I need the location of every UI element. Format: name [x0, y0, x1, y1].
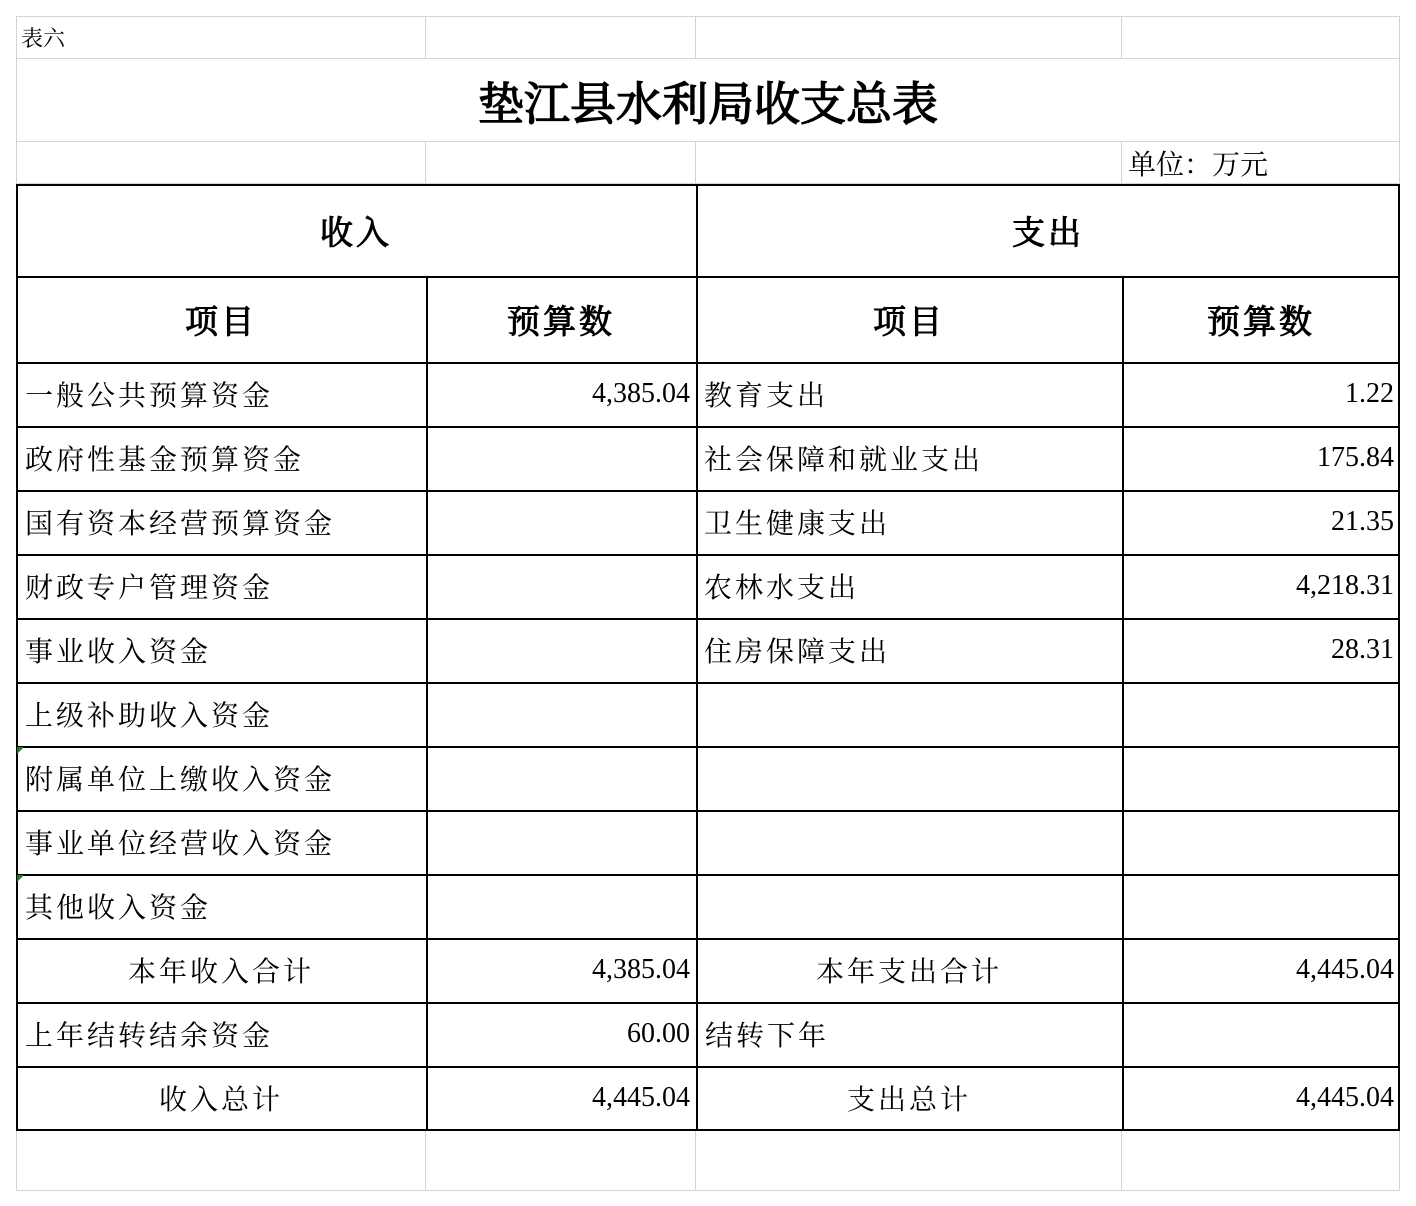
- border-line: [16, 746, 1400, 748]
- income-item: 事业单位经营收入资金: [25, 827, 336, 860]
- income-item: 财政专户管理资金: [25, 571, 274, 604]
- expense-value: [1122, 874, 1400, 938]
- border-line: [16, 362, 1400, 364]
- expense-value: [1122, 810, 1400, 874]
- income-carryover-value: 60.00: [627, 1018, 690, 1049]
- border-line: [16, 618, 1400, 620]
- border-line: [16, 874, 1400, 876]
- income-total-value: 4,445.04: [592, 1082, 690, 1113]
- spreadsheet: [16, 16, 1400, 1191]
- income-subtotal-label: 本年收入合计: [127, 955, 314, 988]
- border-line: [16, 490, 1400, 492]
- expense-total-label: 支出总计: [846, 1083, 971, 1116]
- income-item: 上级补助收入资金: [25, 699, 274, 732]
- border-line: [16, 184, 18, 1131]
- income-value: [426, 810, 696, 874]
- expense-total-value: 4,445.04: [1296, 1082, 1394, 1113]
- border-line: [16, 938, 1400, 940]
- border-line: [16, 426, 1400, 428]
- comment-marker: [17, 747, 24, 754]
- income-item: 附属单位上缴收入资金: [25, 763, 336, 796]
- border-line: [16, 554, 1400, 556]
- income-item-column-header: 项目: [185, 301, 257, 341]
- expense-value: [1122, 746, 1400, 810]
- expense-item: 教育支出: [704, 379, 829, 412]
- border-line: [16, 1066, 1400, 1068]
- income-value: 4,385.04: [592, 378, 690, 409]
- border-line: [696, 184, 698, 1131]
- expense-value: 28.31: [1331, 634, 1394, 665]
- income-value: [426, 490, 696, 554]
- expense-carryover-value: [1122, 1002, 1400, 1066]
- income-value: [426, 682, 696, 746]
- border-line: [16, 1002, 1400, 1004]
- border-line: [16, 1129, 1400, 1131]
- expense-item: [696, 810, 1122, 874]
- expense-value: 175.84: [1317, 442, 1394, 473]
- expense-budget-column-header: 预算数: [1207, 301, 1315, 341]
- unit-label: 单位：万元: [1128, 148, 1269, 181]
- border-line: [426, 276, 428, 1131]
- border-line: [1398, 184, 1400, 1131]
- border-line: [16, 184, 1400, 186]
- border-line: [16, 682, 1400, 684]
- income-subtotal-value: 4,385.04: [592, 954, 690, 985]
- expense-item: 社会保障和就业支出: [704, 443, 984, 476]
- expense-subtotal-label: 本年支出合计: [815, 955, 1002, 988]
- border-line: [16, 276, 1400, 278]
- border-line: [1122, 276, 1124, 1131]
- sheet-label: 表六: [21, 27, 66, 52]
- expense-item: [696, 874, 1122, 938]
- expense-carryover-label: 结转下年: [705, 1019, 830, 1052]
- expense-item: 农林水支出: [704, 571, 860, 604]
- income-item: 政府性基金预算资金: [25, 443, 305, 476]
- income-carryover-label: 上年结转结余资金: [25, 1019, 274, 1052]
- expense-value: 21.35: [1331, 506, 1394, 537]
- income-value: [426, 426, 696, 490]
- income-item: 其他收入资金: [25, 891, 212, 924]
- income-value: [426, 618, 696, 682]
- expense-subtotal-value: 4,445.04: [1296, 954, 1394, 985]
- income-item: 一般公共预算资金: [25, 379, 274, 412]
- expense-item: 卫生健康支出: [704, 507, 891, 540]
- income-section-header: 收入: [320, 212, 392, 252]
- expense-value: [1122, 682, 1400, 746]
- income-item: 事业收入资金: [25, 635, 212, 668]
- comment-marker: [17, 875, 24, 882]
- income-value: [426, 746, 696, 810]
- expense-value: 4,218.31: [1296, 570, 1394, 601]
- page-title: 垫江县水利局收支总表: [478, 76, 938, 131]
- expense-item: [696, 682, 1122, 746]
- income-value: [426, 554, 696, 618]
- expense-item: [696, 746, 1122, 810]
- income-total-label: 收入总计: [158, 1083, 283, 1116]
- expense-value: 1.22: [1345, 378, 1394, 409]
- income-value: [426, 874, 696, 938]
- expense-item: 住房保障支出: [704, 635, 891, 668]
- expense-section-header: 支出: [1012, 212, 1084, 252]
- border-line: [16, 810, 1400, 812]
- expense-item-column-header: 项目: [873, 301, 945, 341]
- income-item: 国有资本经营预算资金: [25, 507, 336, 540]
- income-budget-column-header: 预算数: [507, 301, 615, 341]
